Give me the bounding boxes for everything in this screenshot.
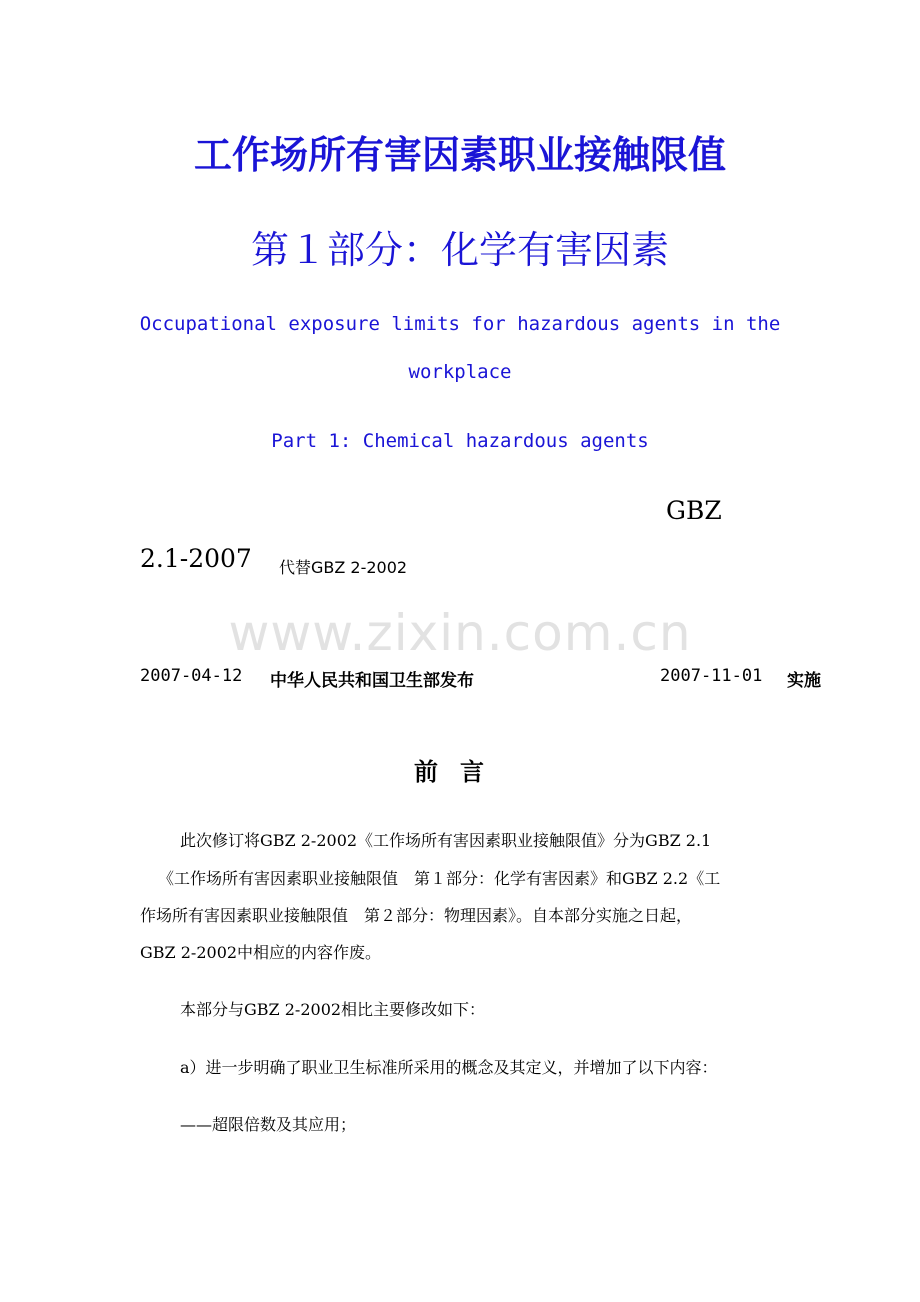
effective-label-text: 实施: [787, 671, 821, 691]
watermark: www.zixin.com.cn: [228, 604, 692, 662]
effective-label: [787, 666, 821, 691]
preface-line-1: 此次修订将GBZ 2-2002《工作场所有害因素职业接触限值》分为GBZ 2.1: [180, 831, 712, 850]
preface-line-7: ——超限倍数及其应用；: [180, 1115, 357, 1134]
preface-line-2: 《工作场所有害因素职业接触限值 第１部分：化学有害因素》和GBZ 2.2《工: [158, 869, 721, 888]
issue-date: 2007-04-12: [140, 666, 243, 686]
title-cn-line2: 第１部分：化学有害因素: [250, 228, 669, 272]
title-cn-line1: 工作场所有害因素职业接触限值: [193, 133, 726, 177]
preface-line-3: 作场所有害因素职业接触限值 第２部分：物理因素》。自本部分实施之日起，: [140, 906, 693, 925]
title-en-line3: Part 1: Chemical hazardous agents: [271, 430, 649, 452]
preface-heading: 前言: [414, 758, 506, 786]
standard-prefix: GBZ: [666, 496, 722, 525]
preface-line-5: 本部分与GBZ 2-2002相比主要修改如下：: [180, 1000, 486, 1019]
issuer: [270, 666, 474, 691]
preface-line-4: GBZ 2-2002中相应的内容作废。: [140, 943, 382, 962]
effective-date: 2007-11-01: [660, 666, 763, 686]
standard-number: 2.1-2007: [140, 544, 252, 573]
preface-line-6: a）进一步明确了职业卫生标准所采用的概念及其定义，并增加了以下内容：: [180, 1058, 718, 1077]
title-en-line2: workplace: [408, 361, 512, 383]
issuer-text: 中华人民共和国卫生部发布: [270, 671, 474, 691]
title-en-line1: Occupational exposure limits for hazardous agents in the: [139, 313, 781, 335]
standard-replaces: 代替GBZ 2-2002: [279, 558, 408, 577]
